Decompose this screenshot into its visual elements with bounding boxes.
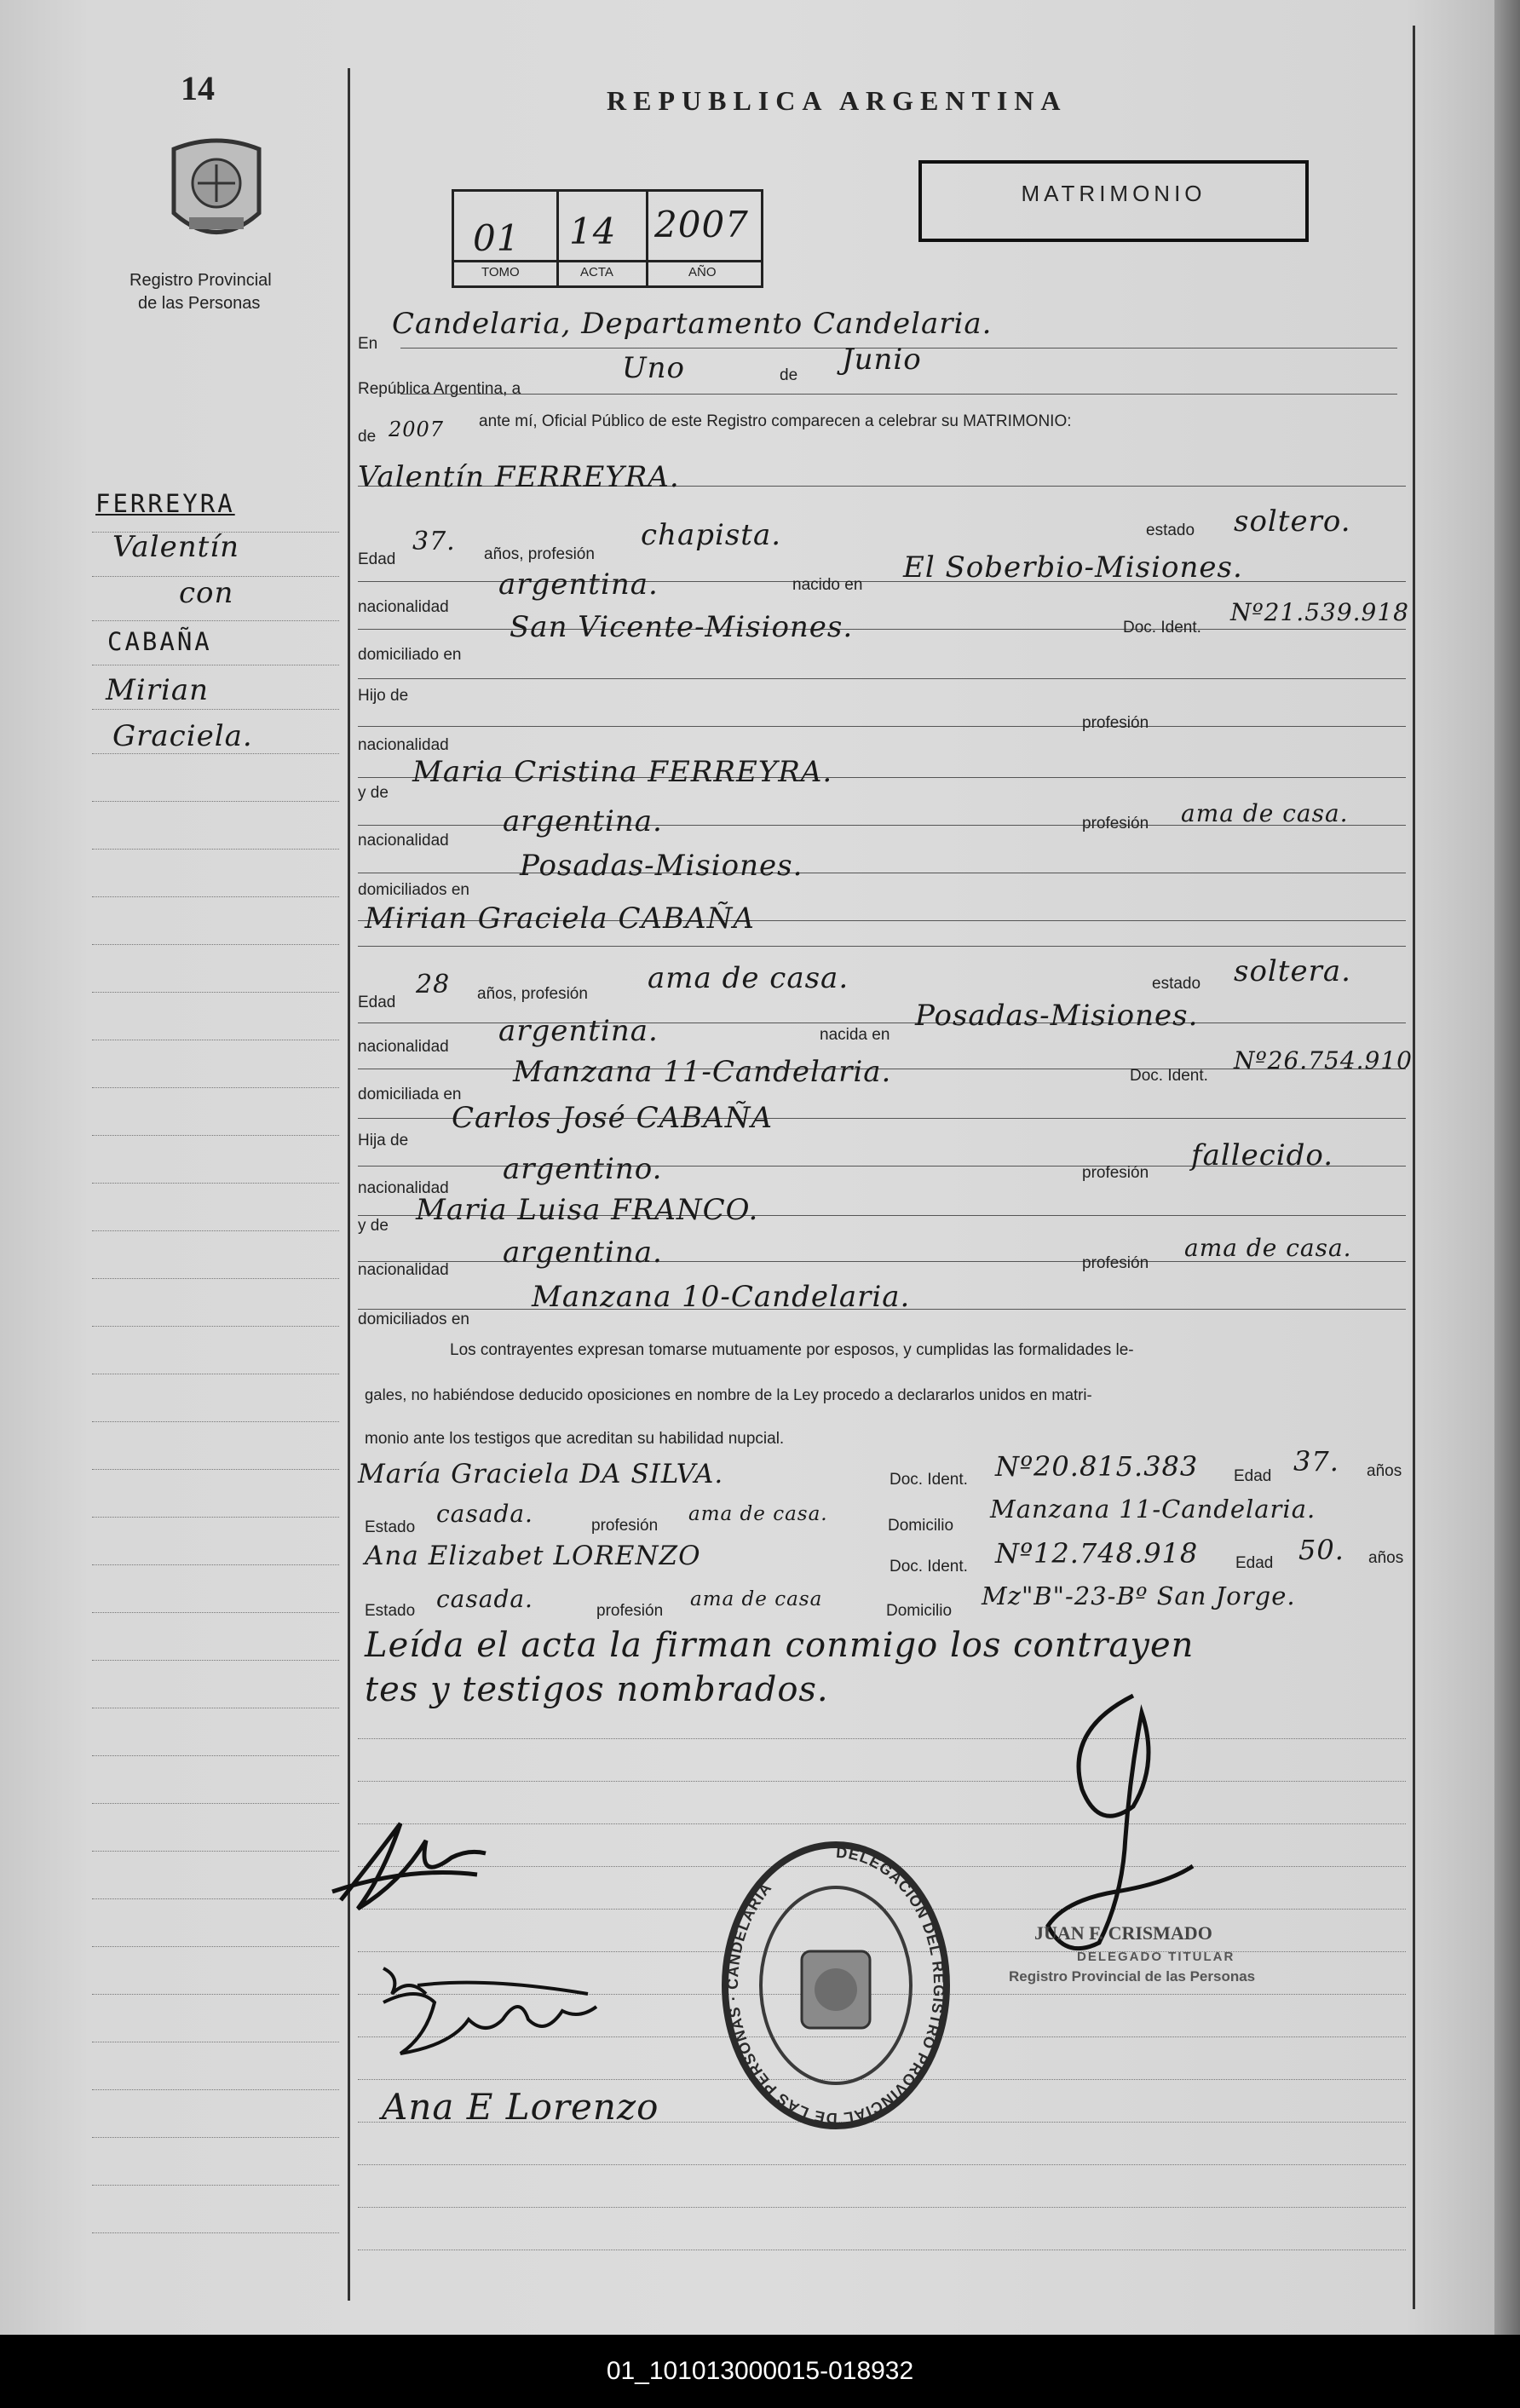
image-caption: 01_101013000015-018932 xyxy=(0,2335,1520,2408)
bride-estado-label: estado xyxy=(1152,975,1201,993)
ano-label: AÑO xyxy=(688,265,717,279)
groom-age: 37. xyxy=(412,527,456,556)
bride-born: Posadas-Misiones. xyxy=(915,999,1199,1033)
bride-hija-label: Hija de xyxy=(358,1132,409,1149)
de-year-label: de xyxy=(358,428,377,446)
witness1-prof-label: profesión xyxy=(591,1517,659,1535)
groom-nacido-label: nacido en xyxy=(792,576,863,594)
groom-estado: soltero. xyxy=(1234,504,1351,539)
groom-mother: Maria Cristina FERREYRA. xyxy=(412,755,833,789)
witness1-domicile: Manzana 11-Candelaria. xyxy=(990,1495,1316,1524)
day-value: Uno xyxy=(622,351,686,385)
witness1-name: María Graciela DA SILVA. xyxy=(358,1459,724,1489)
witness1-edad-label: Edad xyxy=(1234,1467,1272,1485)
bride-nationality: argentina. xyxy=(498,1014,659,1048)
bride-parents-domicile: Manzana 10-Candelaria. xyxy=(532,1280,911,1314)
bride-profession: ama de casa. xyxy=(648,961,849,995)
witness2-profession: ama de casa xyxy=(690,1588,823,1610)
witness-signature-ana: Ana E Lorenzo xyxy=(382,2086,659,2128)
margin-note-line6: Graciela. xyxy=(112,719,253,753)
witness2-estado: casada. xyxy=(436,1585,533,1613)
witness1-estado-label: Estado xyxy=(365,1518,416,1536)
ano-value: 2007 xyxy=(654,204,749,245)
en-label: En xyxy=(358,335,378,353)
groom-domicile: San Vicente-Misiones. xyxy=(510,610,854,644)
witness1-profession: ama de casa. xyxy=(688,1503,828,1525)
margin-note-line5: Mirian xyxy=(106,673,209,707)
bride-mother: Maria Luisa FRANCO. xyxy=(416,1193,759,1227)
bride-estado: soltera. xyxy=(1234,954,1351,988)
act-type: MATRIMONIO xyxy=(1021,181,1206,206)
witness2-prof-label: profesión xyxy=(596,1602,664,1620)
margin-note-line2: Valentín xyxy=(112,530,240,564)
groom-signature xyxy=(324,1806,494,1926)
declaration-line3: monio ante los testigos que acreditan su habilidad nupcial. xyxy=(365,1430,785,1448)
margin-note-line1: FERREYRA xyxy=(95,489,235,518)
bride-name: Mirian Graciela CABAÑA xyxy=(365,902,755,936)
groom-estado-label: estado xyxy=(1146,521,1195,539)
groom-father-nac-label: nacionalidad xyxy=(358,736,449,754)
bride-father-prof-label: profesión xyxy=(1082,1164,1149,1182)
witness2-estado-label: Estado xyxy=(365,1602,416,1620)
groom-yde-label: y de xyxy=(358,784,389,802)
groom-hijo-label: Hijo de xyxy=(358,687,409,705)
bride-mother-profession: ama de casa. xyxy=(1184,1234,1352,1262)
witness2-name: Ana Elizabet LORENZO xyxy=(365,1541,701,1571)
officer-org: Registro Provincial de las Personas xyxy=(1009,1968,1256,1985)
ante-text: ante mí, Oficial Público de este Registro comparecen a celebrar su MATRIMONIO: xyxy=(479,412,1072,430)
bride-signature xyxy=(366,1951,639,2062)
tomo-value: 01 xyxy=(473,217,521,259)
groom-doc-label: Doc. Ident. xyxy=(1123,619,1201,637)
republica-label: República Argentina, a xyxy=(358,380,521,398)
de-label: de xyxy=(780,366,798,384)
groom-name: Valentín FERREYRA. xyxy=(358,460,680,494)
bride-age: 28 xyxy=(416,970,451,999)
groom-parents-domicile: Posadas-Misiones. xyxy=(520,849,803,883)
month-value: Junio xyxy=(842,343,922,377)
witness2-domicile: Mz"B"-23-Bº San Jorge. xyxy=(982,1581,1296,1610)
bride-parents-dom-label: domiciliados en xyxy=(358,1311,469,1328)
bride-domicile: Manzana 11-Candelaria. xyxy=(513,1055,892,1089)
witness2-dom-label: Domicilio xyxy=(886,1602,953,1620)
groom-edad-label: Edad xyxy=(358,550,396,568)
seal-text: DELEGACION DEL REGISTRO PROVINCIAL DE LAS PERSONAS · CANDELARIA xyxy=(723,1843,948,2128)
book-edge xyxy=(1494,0,1520,2335)
acta-value: 14 xyxy=(569,210,617,252)
groom-profession: chapista. xyxy=(641,518,782,552)
country-title: REPUBLICA ARGENTINA xyxy=(607,85,1068,116)
groom-mother-profession: ama de casa. xyxy=(1181,799,1349,827)
bride-anos-label: años, profesión xyxy=(477,985,588,1003)
registry-name-line2: de las Personas xyxy=(138,294,261,313)
bride-father: Carlos José CABAÑA xyxy=(452,1101,774,1135)
groom-mother-prof-label: profesión xyxy=(1082,815,1149,832)
groom-mother-nationality: argentina. xyxy=(503,804,663,838)
witness1-estado: casada. xyxy=(436,1500,533,1528)
bride-father-nationality: argentino. xyxy=(503,1152,663,1186)
witness2-anos-label: años xyxy=(1368,1549,1404,1567)
bride-doc-label: Doc. Ident. xyxy=(1130,1067,1208,1085)
groom-doc: Nº21.539.918 xyxy=(1230,598,1409,626)
bride-father-profession: fallecido. xyxy=(1191,1138,1334,1172)
declaration-line2: gales, no habiéndose deducido oposiciones en nombre de la Ley procedo a declararlos unidos en matri- xyxy=(365,1385,1092,1403)
witness2-doc: Nº12.748.918 xyxy=(995,1537,1199,1570)
margin-note-line3: con xyxy=(179,576,234,610)
witness1-dom-label: Domicilio xyxy=(888,1517,954,1535)
bride-nac-label: nacionalidad xyxy=(358,1038,449,1056)
margin-divider-line xyxy=(348,68,350,2301)
right-border-line xyxy=(1413,26,1415,2309)
groom-anos-label: años, profesión xyxy=(484,545,595,563)
bride-mother-nac-label: nacionalidad xyxy=(358,1261,449,1279)
witness2-doc-label: Doc. Ident. xyxy=(890,1558,968,1576)
groom-nac-label: nacionalidad xyxy=(358,598,449,616)
groom-parents-dom-label: domiciliados en xyxy=(358,881,469,899)
witness1-doc: Nº20.815.383 xyxy=(995,1450,1199,1483)
bride-father-nac-label: nacionalidad xyxy=(358,1179,449,1197)
bride-nacida-label: nacida en xyxy=(820,1026,890,1044)
bride-dom-label: domiciliada en xyxy=(358,1086,462,1103)
officer-title: DELEGADO TITULAR xyxy=(1077,1950,1235,1964)
acta-label: ACTA xyxy=(580,265,613,279)
groom-nationality: argentina. xyxy=(498,567,659,602)
groom-father-prof-label: profesión xyxy=(1082,714,1149,732)
groom-born: El Soberbio-Misiones. xyxy=(903,550,1243,585)
declaration-line1: Los contrayentes expresan tomarse mutuamente por esposos, y cumplidas las formalidades le- xyxy=(450,1341,1134,1359)
groom-dom-label: domiciliado en xyxy=(358,646,462,664)
witness1-age: 37. xyxy=(1293,1445,1339,1478)
groom-mother-nac-label: nacionalidad xyxy=(358,832,449,850)
page-number: 14 xyxy=(181,69,215,107)
closing-line2: tes y testigos nombrados. xyxy=(365,1670,829,1709)
bride-mother-nationality: argentina. xyxy=(503,1236,663,1270)
bride-mother-prof-label: profesión xyxy=(1082,1254,1149,1272)
witness1-doc-label: Doc. Ident. xyxy=(890,1471,968,1489)
margin-note-line4: CABAÑA xyxy=(107,627,212,656)
closing-line1: Leída el acta la firman conmigo los contrayen xyxy=(365,1626,1195,1665)
registry-name-line1: Registro Provincial xyxy=(130,271,272,290)
bride-edad-label: Edad xyxy=(358,994,396,1011)
bride-yde-label: y de xyxy=(358,1217,389,1235)
official-seal-stamp xyxy=(712,1832,959,2139)
witness2-age: 50. xyxy=(1298,1534,1344,1566)
tomo-label: TOMO xyxy=(481,265,520,279)
bride-doc: Nº26.754.910 xyxy=(1234,1046,1413,1074)
witness1-anos-label: años xyxy=(1367,1462,1402,1480)
year-value: 2007 xyxy=(389,418,445,441)
coat-of-arms-icon xyxy=(164,132,269,251)
witness2-edad-label: Edad xyxy=(1235,1554,1274,1572)
record-number-box xyxy=(452,189,763,288)
officer-name: JUAN F. CRISMADO xyxy=(1034,1922,1212,1944)
place-value: Candelaria, Departamento Candelaria. xyxy=(392,307,993,341)
